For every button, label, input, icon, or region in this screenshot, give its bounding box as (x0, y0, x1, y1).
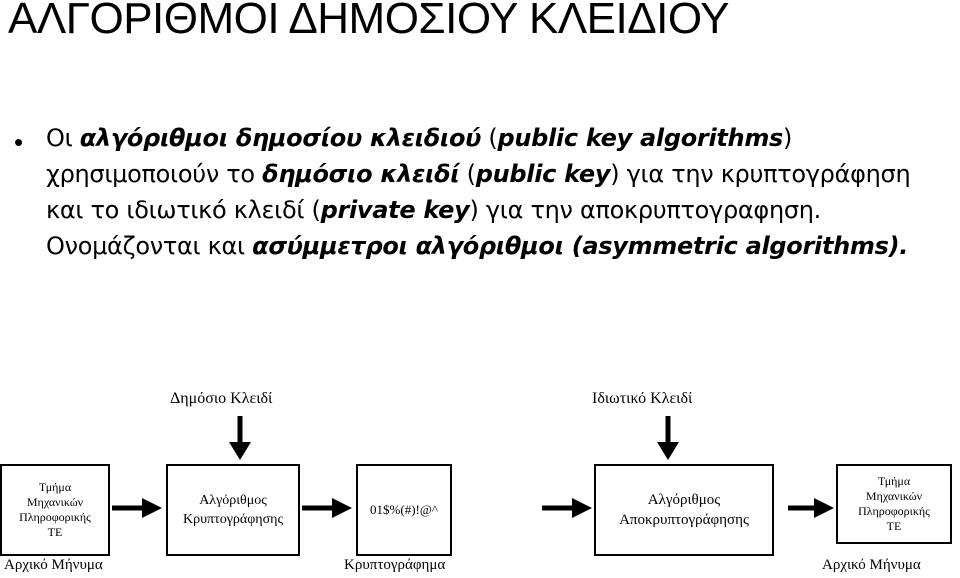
encryption-diagram (0, 380, 960, 578)
emphasis-term: public key (475, 160, 611, 188)
source-line: Μηχανικών (26, 495, 84, 509)
private-key-label: Ιδιωτικό Κλειδί (592, 390, 693, 407)
text-run: ) για την αποκρυπτογραφηση. Ονομάζονται και (46, 196, 822, 260)
dest-line: Τμήμα (877, 474, 911, 488)
source-box (0, 464, 110, 556)
dest-line: Πληροφορικής (858, 504, 930, 518)
emphasis-term: αλγόριθμοι δημοσίου κλειδιού (79, 124, 482, 152)
source-line: Πληροφορικής (19, 510, 91, 524)
ciphertext-caption: Κρυπτογράφημα (344, 557, 446, 573)
arrow-right-3 (542, 498, 592, 518)
text-run: ) για την κρυπτογράφηση και το ιδιωτικό κλειδί ( (46, 160, 911, 224)
arrow-right-4 (788, 498, 834, 518)
arrow-right-1 (112, 498, 162, 518)
text-run: ( (459, 160, 476, 188)
plaintext-caption-left: Αρχικό Μήνυμα (4, 557, 103, 573)
text-run: ( (481, 124, 498, 152)
emphasis-term: private key (320, 196, 470, 224)
bullet-item (14, 120, 914, 264)
bullet-dot: • (14, 127, 24, 157)
source-line: Τμήμα (38, 480, 72, 494)
dest-line: ΤΕ (886, 519, 902, 533)
source-line: ΤΕ (47, 525, 63, 539)
arrow-right-2 (302, 498, 352, 518)
dest-line: Μηχανικών (865, 489, 923, 503)
encrypt-line: Κρυπτογράφησης (182, 512, 284, 527)
bullet-text (46, 120, 914, 264)
emphasis-term: public key algorithms (497, 124, 784, 152)
text-run: ) χρησιμοποιούν το (46, 124, 793, 188)
encrypt-line: Αλγόριθμος (199, 493, 267, 508)
text-run: Οι (46, 124, 80, 152)
arrow-down-public-key (229, 416, 251, 460)
arrow-down-private-key (657, 416, 679, 460)
emphasis-term: ασύμμετροι αλγόριθμοι (asymmetric algorithms). (252, 232, 909, 260)
slide-title: ΑΛΓΟΡΙΘΜΟΙ ΔΗΜΟΣΙΟΥ ΚΛΕΙΔΙΟΥ (8, 0, 730, 43)
emphasis-term: δημόσιο κλειδί (262, 160, 460, 188)
plaintext-caption-right: Αρχικό Μήνυμα (822, 557, 921, 573)
destination-box (836, 464, 952, 544)
decryption-algorithm-box (594, 464, 774, 556)
decrypt-line: Αλγόριθμος (647, 492, 721, 508)
encryption-algorithm-box (166, 464, 300, 556)
ciphertext-value: 01$%(#)!@^ (370, 502, 438, 517)
diagram-arrows (0, 380, 960, 578)
decrypt-line: Αποκρυπτογράφησης (619, 512, 749, 528)
ciphertext-box (356, 464, 452, 556)
public-key-label: Δημόσιο Κλειδί (170, 390, 273, 407)
